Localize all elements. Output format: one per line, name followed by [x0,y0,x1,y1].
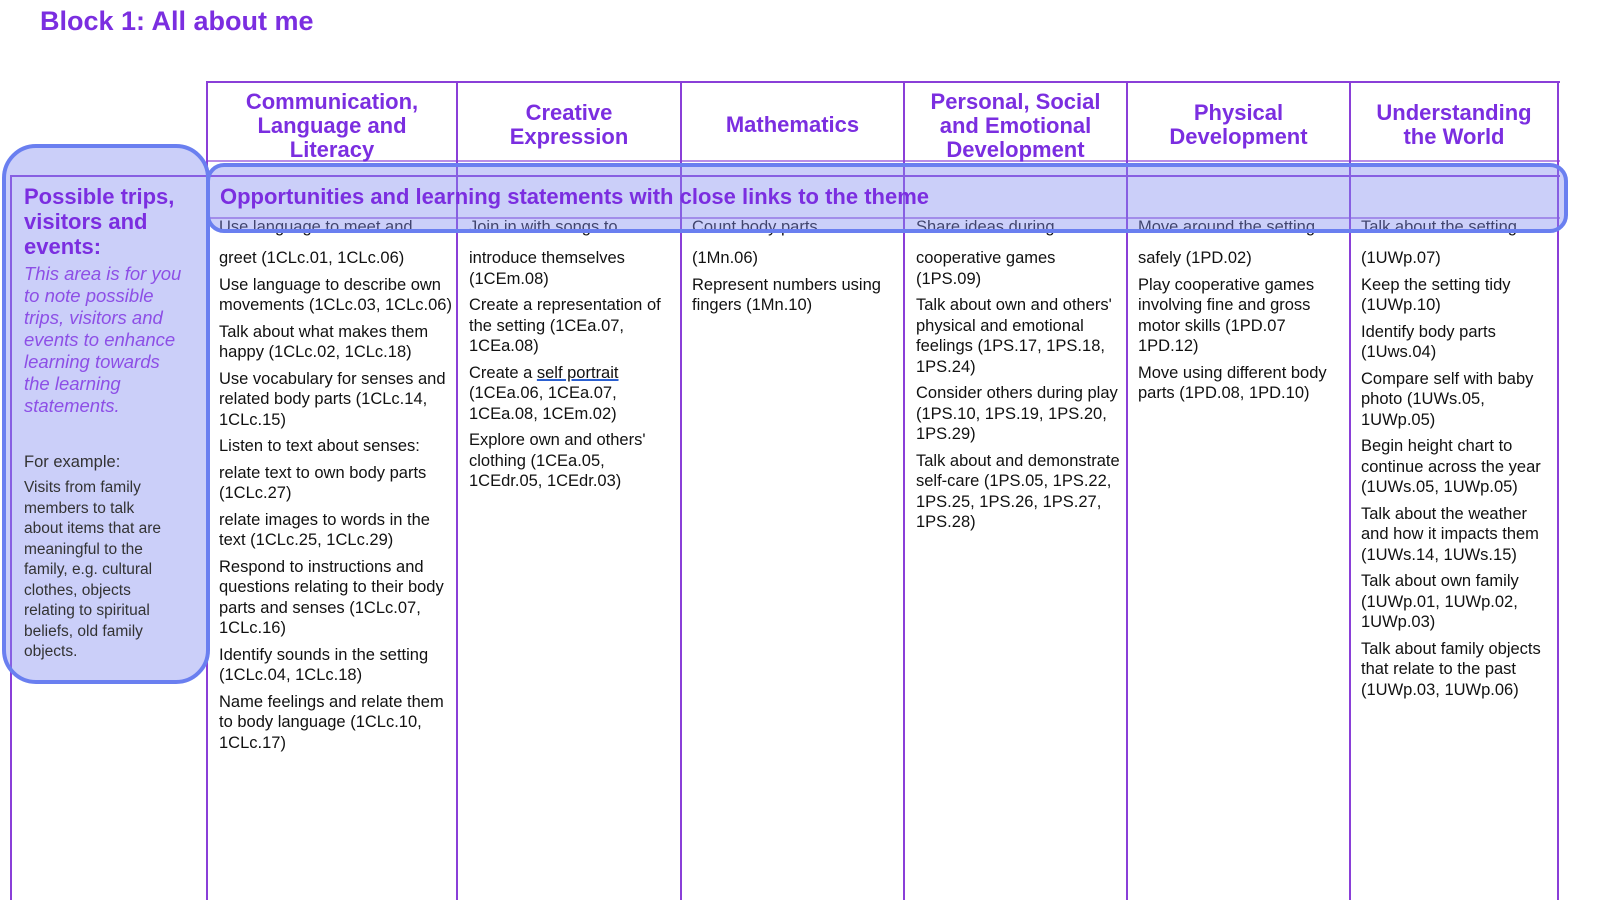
list-item: Use language to describe own movements (1CLc.03, 1CLc.06) [219,275,452,314]
list-item: Listen to text about senses: [219,437,420,455]
column-header-creative-expression: Creative Expression [509,100,629,149]
column-header-mathematics: Mathematics [725,112,860,137]
list-item: Talk about and demonstrate self-care (1PS.05, 1PS.22, 1PS.25, 1PS.26, 1PS.27, 1PS.28) [916,451,1120,531]
column-header-physical-development: Physical Development [1169,100,1308,149]
list-item: Respond to instructions and questions relating to their body parts and senses (1CLc.07, 1CLc.16) [219,557,444,637]
column-body-world [1361,248,1555,848]
header-top-border [206,81,1560,83]
column-body-psed [916,248,1124,848]
side-example: Visits from family members to talk about items that are meaningful to the family, e.g. cultural clothes, objects relating to spiritual beliefs, old family objects. [24,479,161,660]
clipped-text-world: Talk about the setting [1361,218,1517,236]
column-body-cll [219,248,453,848]
side-heading: Possible trips, visitors and events: [24,184,175,259]
list-item: introduce themselves (1CEm.08) [469,249,625,288]
column-header-cll: Communication, Language and Literacy [245,89,419,162]
list-item: Begin height chart to continue across the year (1UWs.05, 1UWp.05) [1361,437,1541,496]
theme-band-label: Opportunities and learning statements with close links to the theme [220,184,930,209]
list-item: Talk about own and others' physical and emotional feelings (1PS.17, 1PS.18, 1PS.24) [916,296,1112,376]
list-item: Talk about own family (1UWp.01, 1UWp.02, 1UWp.03) [1361,572,1519,631]
list-item: Keep the setting tidy (1UWp.10) [1361,275,1511,314]
list-item: Play cooperative games involving fine and gross motor skills (1PD.07 1PD.12) [1138,275,1315,355]
list-item: relate images to words in the text (1CLc.25, 1CLc.29) [219,510,430,549]
list-item: Identify sounds in the setting (1CLc.04, 1CLc.18) [219,645,429,684]
column-body-math [692,248,900,848]
list-item: Explore own and others' clothing (1CEa.05, 1CEdr.05, 1CEdr.03) [469,431,646,490]
list-item: Use vocabulary for senses and related body parts (1CLc.14, 1CLc.15) [219,369,446,429]
side-note: This area is for you to note possible trips, visitors and events to enhance learning towards the learning statements. [24,263,182,416]
side-example-label: For example: [24,453,121,471]
column-body-creative [469,248,681,848]
list-item: greet (1CLc.01, 1CLc.06) [219,249,405,267]
list-item: Talk about what makes them happy (1CLc.02, 1CLc.18) [219,322,429,361]
self-portrait-link[interactable]: self portrait [536,363,619,382]
list-item: (1Mn.06) [692,249,759,267]
list-item: Talk about family objects that relate to the past (1UWp.03, 1UWp.06) [1361,639,1541,699]
list-item: safely (1PD.02) [1138,249,1252,267]
column-body-physical [1138,248,1346,848]
list-item: Create a representation of the setting (1CEa.07, 1CEa.08) [469,296,661,355]
clipped-text-math: Count body parts [692,218,818,236]
list-item: cooperative games (1PS.09) [916,249,1056,288]
clipped-text-physical: Move around the setting [1138,218,1316,236]
side-panel [24,184,202,663]
list-item: Talk about the weather and how it impacts them (1UWs.14, 1UWs.15) [1361,504,1539,564]
list-item: Represent numbers using fingers (1Mn.10) [692,275,881,314]
list-item: Identify body parts (1Uws.04) [1361,322,1496,361]
list-item: relate text to own body parts (1CLc.27) [219,463,427,502]
list-item: Move using different body parts (1PD.08, 1PD.10) [1138,363,1327,402]
clipped-text-psed: Share ideas during [916,218,1055,236]
clipped-text-creative: Join in with songs to [469,218,618,236]
list-item: Compare self with baby photo (1UWs.05, 1UWp.05) [1361,369,1534,429]
list-item: Consider others during play (1PS.10, 1PS.19, 1PS.20, 1PS.29) [916,384,1118,443]
list-item: Create a self portrait (1CEa.06, 1CEa.07, 1CEa.08, 1CEm.02) [469,363,619,423]
page-title: Block 1: All about me [40,6,314,36]
column-header-psed: Personal, Social and Emotional Development [930,89,1101,162]
column-header-understanding-world: Understanding the World [1376,100,1532,149]
list-item: Name feelings and relate them to body language (1CLc.10, 1CLc.17) [219,692,444,752]
list-item: (1UWp.07) [1361,249,1441,267]
clipped-text-cll: Use language to meet and [219,218,413,236]
